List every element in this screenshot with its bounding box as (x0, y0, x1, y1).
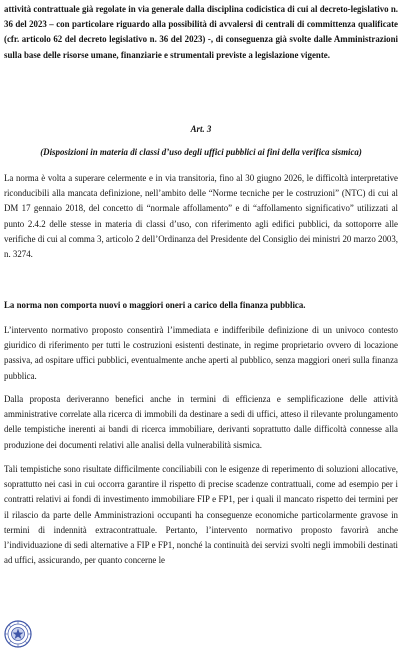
paragraph-article-purpose: La norma è volta a superare celermente e in via transitoria, fino al 30 giugno 2026, le difficoltà interpretative riconducibili alla mancata definizione, nell’ambito delle “Norme tecniche per le costruzioni” (NTC) di cui al DM 17 gennaio 2018, del concetto di “normale affollamento” e di “affollamento significativo” utilizzati al punto 2.4.2 delle stesse in materia di classi d’uso, con riferimento agli edifici pubblici, da sottoporre alle verifiche di cui al comma 3, articolo 2 dell’Ordinanza del Presidente del Consiglio dei ministri 20 marzo 2003, n. 3274. (4, 173, 398, 260)
paragraph-legal-context: L’intervento normativo proposto consentirà l’immediata e indifferibile definizione di un univoco contesto giuridico di riferimento per tutti le costruzioni esistenti destinate, in regime proprietario ovvero di locazione passiva, ad ospitare uffici pubblici, eventualmente anche aperti al pubblico, senza maggiori oneri sulla finanza pubblica. (4, 325, 398, 381)
article-title: (Disposizioni in materia di classi d’uso degli uffici pubblici ai fini della verifica sismica) (40, 147, 362, 157)
paragraph-no-new-costs: La norma non comporta nuovi o maggiori oneri a carico della finanza pubblica. (4, 300, 306, 310)
paragraph-timelines: Tali tempistiche sono risultate difficilmente conciliabili con le esigenze di reperimento di soluzioni allocative, soprattutto nei casi in cui occorra garantire il rispetto di precise scadenze contrattuali, come ad esempio per i contratti relativi ai fondi di investimento immobiliare FIP e FP1, per i quali il mancato rispetto dei termini per il rilascio da parte delle Amministrazioni occupanti ha conseguenze economiche particolarmente gravose in termini di indennità extracontrattuale. Pertanto, l’intervento normativo proposto favorirà anche l’individuazione di sedi alternative a FIP e FP1, nonché la continuità dei servizi svolti negli immobili destinati ad uffici, assicurando, per quanto concerne le (4, 464, 398, 566)
paragraph-benefits: Dalla proposta deriveranno benefici anche in termini di efficienza e semplificazione delle attività amministrative correlate alla ricerca di immobili da destinare a sedi di uffici, atteso il rilevante prolungamento delle tempistiche inerenti ai bandi di ricerca immobiliare, derivanti soprattutto dalle difficoltà connesse alla produzione dei documenti relativi alle analisi della vulnerabilità sismica. (4, 394, 398, 450)
ragioneria-seal-icon (4, 620, 32, 648)
article-number: Art. 3 (190, 124, 212, 134)
paragraph-continuation: attività contrattuale già regolate in via generale dalla disciplina codicistica di cui al decreto-legislativo n. 36 del 2023 – con particolare riguardo alla possibilità di avvalersi di centrali di committenza qualificate (cfr. articolo 62 del decreto legislativo n. 36 del 2023) -, di conseguenza già svolte dalle Amministrazioni sulla base delle risorse umane, finanziarie e strumentali previste a legislazione vigente. (4, 4, 398, 60)
